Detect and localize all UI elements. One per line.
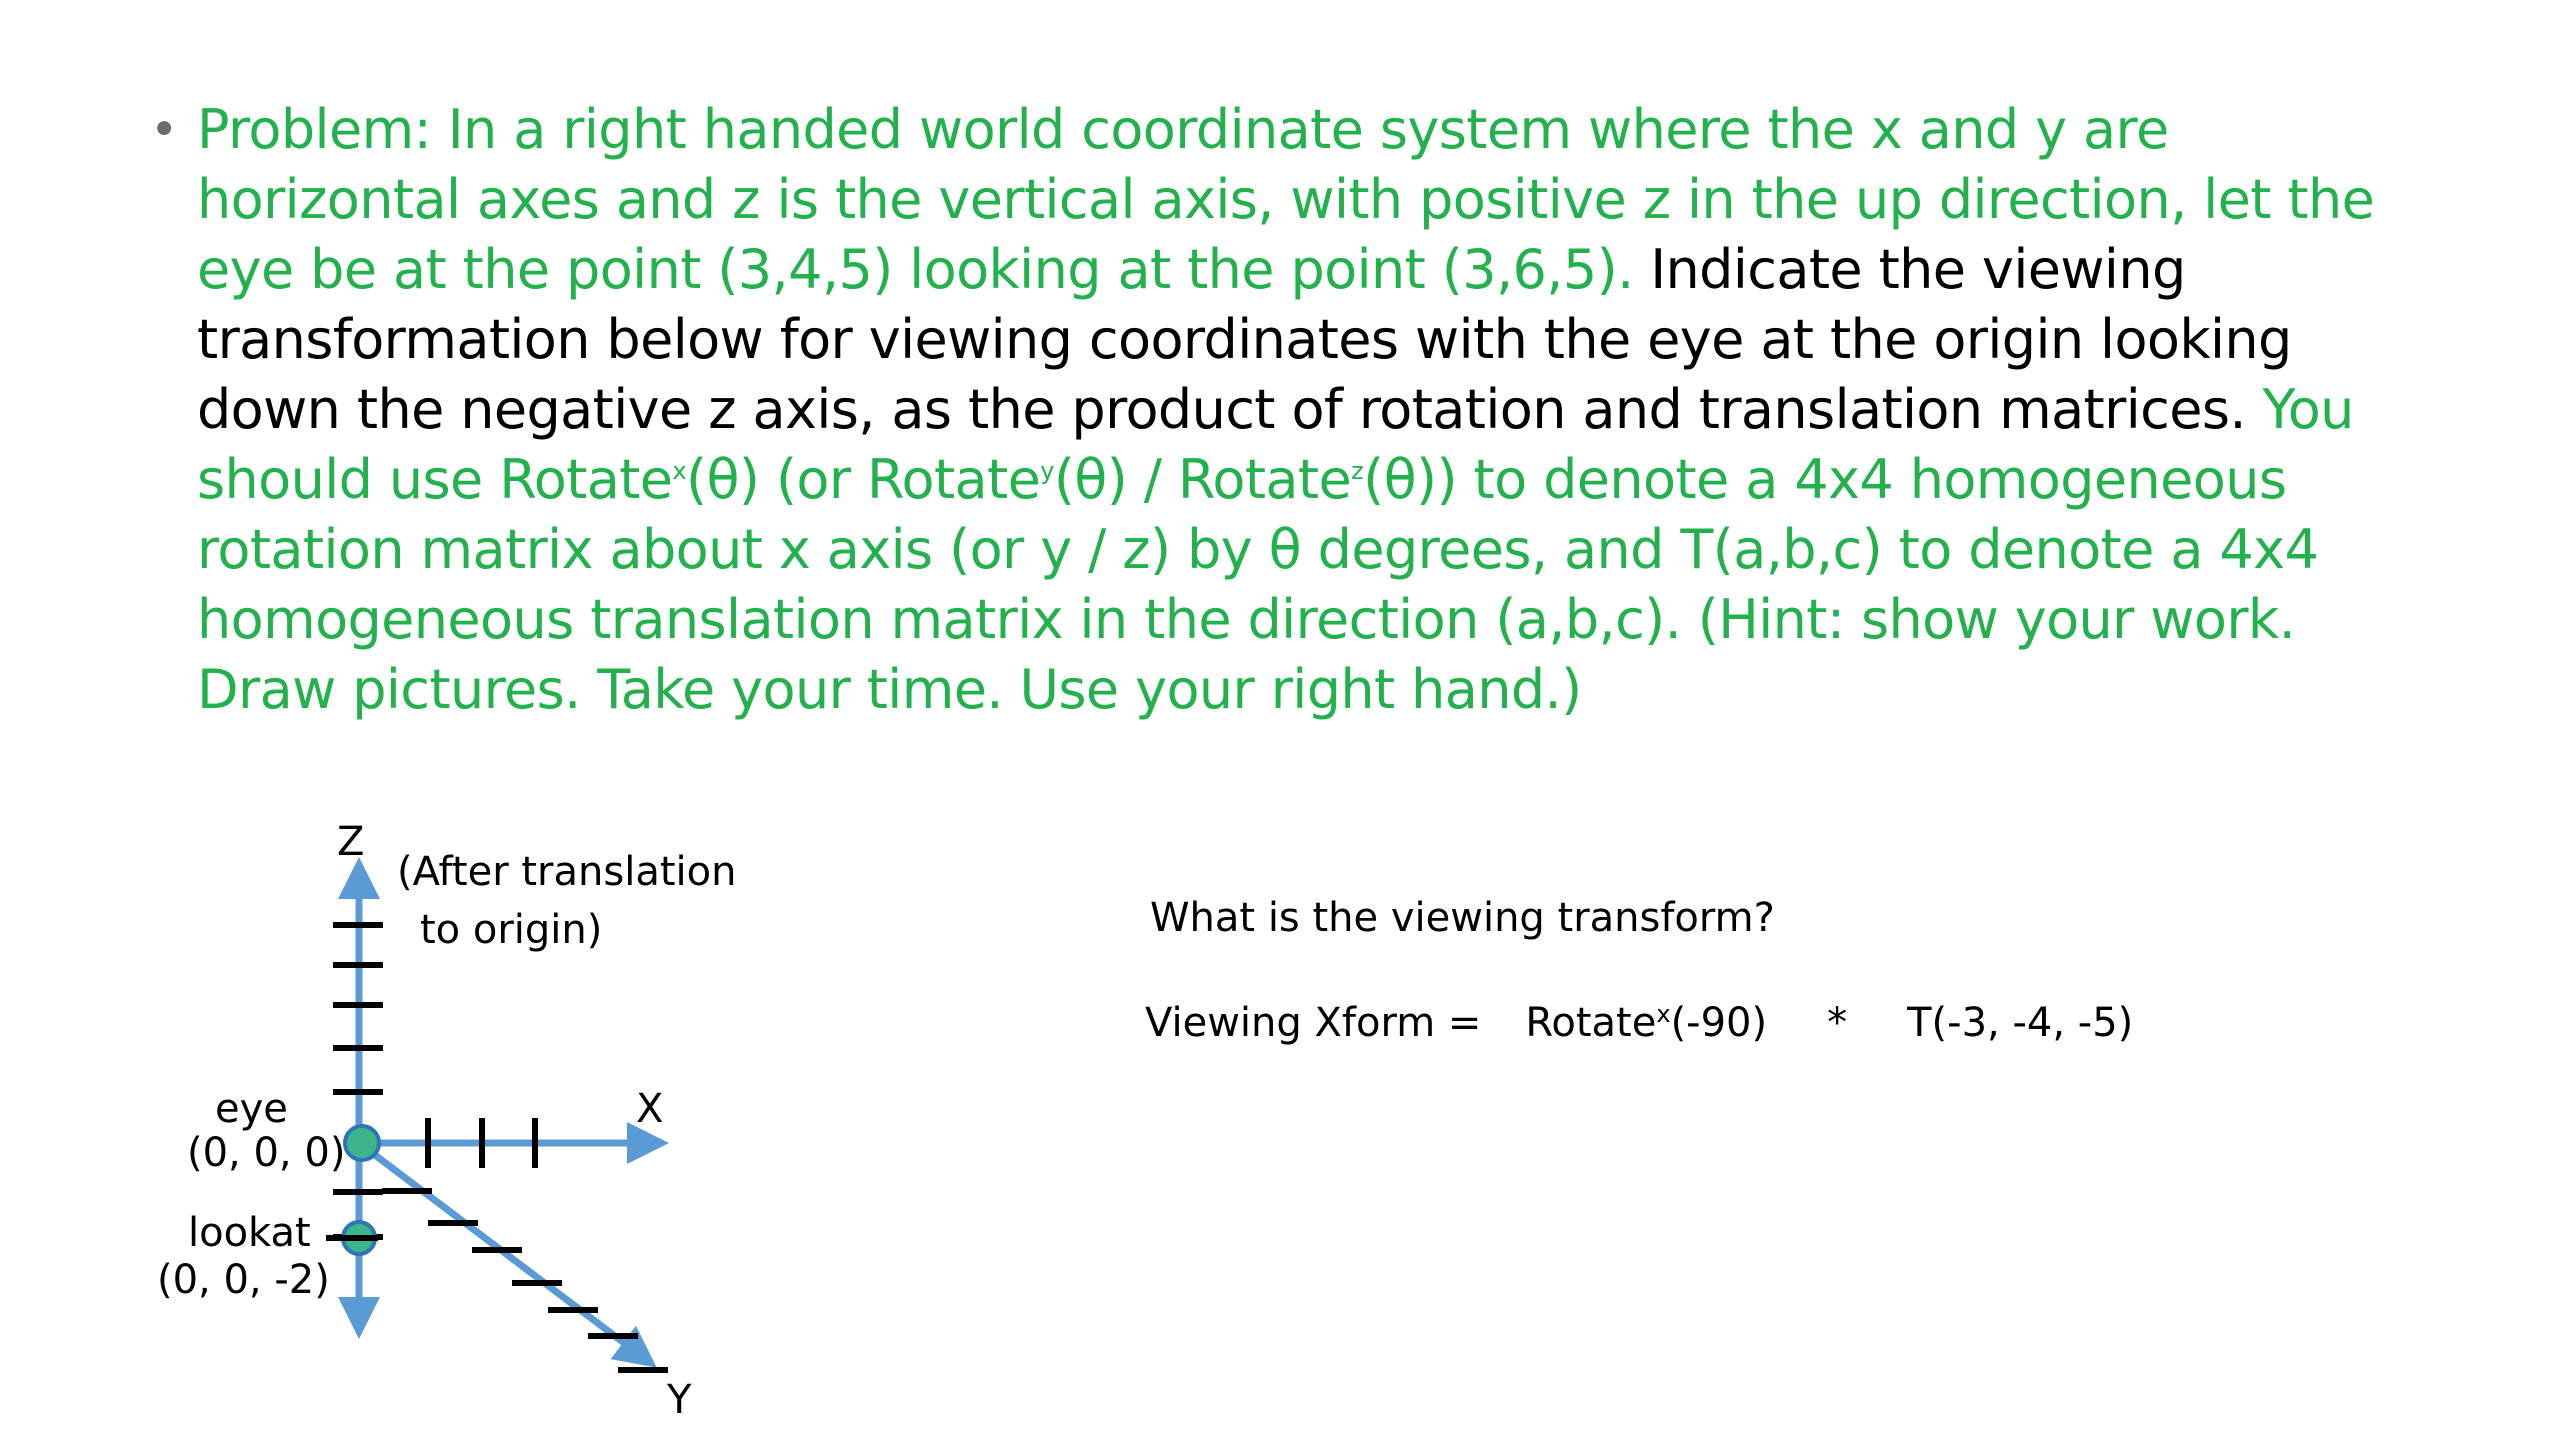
multiply-operator: * — [1827, 1000, 1848, 1046]
eye-coords: (0, 0, 0) — [187, 1130, 346, 1176]
z-axis-label: Z — [337, 819, 365, 865]
lookat-coords: (0, 0, -2) — [157, 1257, 330, 1303]
rotate-z-superscript: z — [1351, 457, 1364, 485]
bullet-dot: • — [150, 102, 179, 158]
rotate-base: Rotate — [1525, 1000, 1657, 1046]
problem-instruction: Indicate the viewing transformation below for viewing coordinates with the eye at the origin looking down the negative z axis, as the product of rotation and translation matrices. — [197, 238, 2292, 441]
problem-notation-a: You should use Rotate — [197, 378, 2354, 511]
translation-note-line1: (After translation — [397, 849, 737, 895]
x-axis-label: X — [636, 1086, 664, 1132]
eye-point — [345, 1126, 379, 1160]
xform-prefix: Viewing Xform = — [1145, 1000, 1482, 1046]
translation-term: T(-3, -4, -5) — [1907, 1000, 2134, 1046]
translation-note-line2: to origin) — [420, 907, 603, 953]
eye-label: eye — [215, 1086, 288, 1132]
y-axis-label: Y — [667, 1377, 692, 1423]
problem-notation-b: (θ) (or Rotate — [686, 448, 1041, 511]
problem-statement: Problem: In a right handed world coordinate system where the x and y are horizontal axes and z is the vertical axis, with positive z in the up direction, let the eye be at the point (3,4,5) looking at the point (3,6,5). — [197, 98, 2375, 301]
rotate-arg: (-90) — [1670, 1000, 1768, 1046]
viewing-xform-row: Viewing Xform = Rotatex(-90) * T(-3, -4, -5) — [1145, 999, 2134, 1046]
rotate-x-superscript: x — [672, 457, 687, 485]
rotate-y-superscript: y — [1040, 457, 1054, 485]
problem-notation-c: (θ) / Rotate — [1053, 448, 1352, 511]
problem-notation-d: (θ)) to denote a 4x4 homogeneous rotation matrix about x axis (or y / z) by θ degrees, and T(a,b,c) to denote a 4x4 homogeneous translation matrix in the direction (a,b,c). (Hint: show your work. Draw pictures. Take your time. Use your right hand.) — [197, 448, 2319, 721]
lookat-label: lookat — [188, 1210, 311, 1256]
question-label: What is the viewing transform? — [1150, 895, 1775, 941]
